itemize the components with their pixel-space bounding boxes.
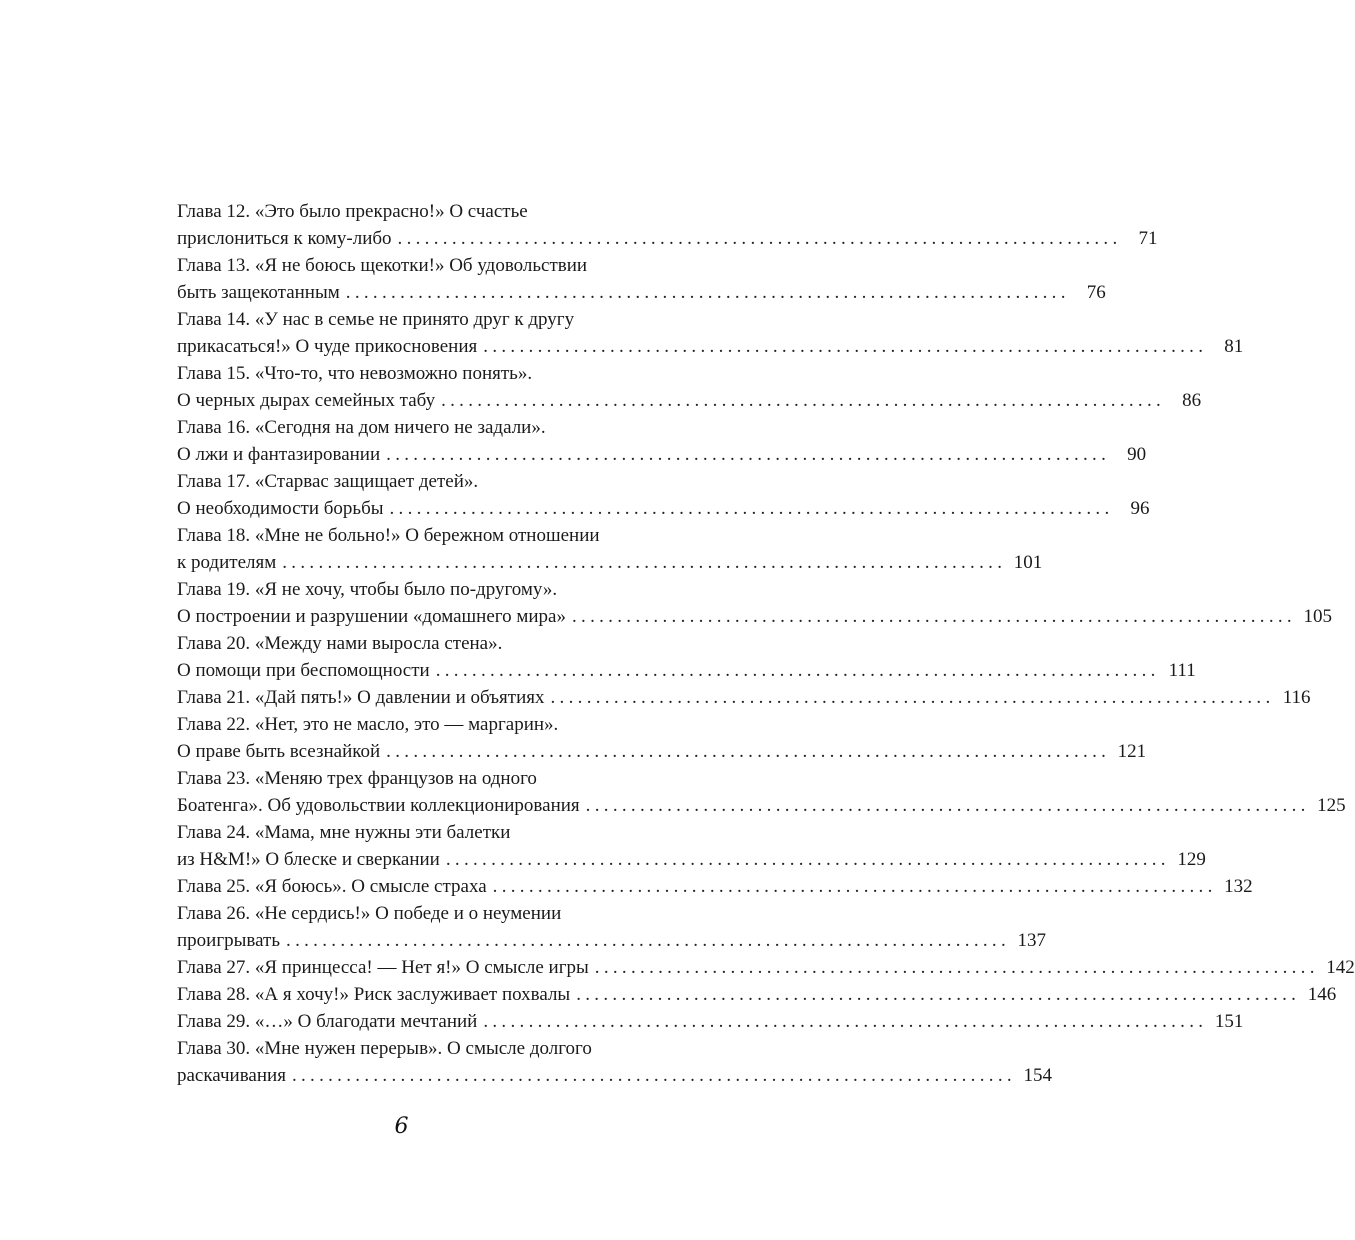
toc-entry[interactable] [177, 684, 1311, 711]
dot-leader: ................................................................................ [386, 444, 1111, 465]
toc-entry[interactable] [177, 981, 1337, 1008]
toc-page-number: 125 [1317, 795, 1346, 816]
toc-entry-last-line [177, 603, 1332, 630]
dot-leader: ................................................................................ [441, 390, 1166, 411]
toc-page-number: 142 [1326, 957, 1355, 978]
toc-entry[interactable] [177, 765, 1346, 819]
toc-entry-title-line: Глава 28. «А я хочу!» Риск заслуживает похвалы [177, 984, 571, 1005]
toc-entry[interactable] [177, 873, 1253, 900]
toc-page-number: 129 [1177, 849, 1206, 870]
toc-entry[interactable] [177, 306, 1244, 360]
toc-page-number: 132 [1224, 876, 1253, 897]
toc-entry-title-line: Глава 18. «Мне не больно!» О бережном отношении [177, 525, 600, 546]
toc-entry-title-line: О лжи и фантазировании [177, 444, 381, 465]
dot-leader: ................................................................................ [286, 930, 1011, 951]
toc-entry-last-line [177, 441, 1147, 468]
toc-entry-title-line: Глава 26. «Не сердись!» О победе и о неумении [177, 903, 562, 924]
toc-entry[interactable] [177, 954, 1355, 981]
toc-entry-title-line: Боатенга». Об удовольствии коллекционирования [177, 795, 580, 816]
toc-entry-title-line: Глава 27. «Я принцесса! — Нет я!» О смысле игры [177, 957, 589, 978]
dot-leader: ................................................................................ [435, 660, 1160, 681]
dot-leader: ................................................................................ [386, 741, 1111, 762]
toc-page-number: 137 [1017, 930, 1047, 951]
toc-entry-last-line [177, 549, 1043, 576]
toc-entry-title-line: Глава 14. «У нас в семье не принято друг к другу [177, 309, 575, 330]
dot-leader: ................................................................................ [397, 228, 1122, 249]
toc-entry-title-line: Глава 16. «Сегодня на дом ничего не задали». [177, 417, 546, 438]
toc-page-number: 81 [1224, 336, 1244, 357]
toc-entry[interactable] [177, 522, 1043, 576]
toc-entry-last-line [177, 657, 1196, 684]
toc-entry-last-line [177, 846, 1206, 873]
toc-entry-last-line [177, 225, 1158, 252]
dot-leader: ................................................................................ [291, 1065, 1016, 1086]
toc-entry[interactable] [177, 252, 1106, 306]
toc-entry-title-line: О построении и разрушении «домашнего мира» [177, 606, 566, 627]
toc-page-number: 101 [1013, 552, 1043, 573]
toc-page-number: 146 [1307, 984, 1337, 1005]
dot-leader: ................................................................................ [585, 795, 1310, 816]
toc-entry-last-line [177, 1062, 1052, 1089]
toc-entry-last-line [177, 792, 1346, 819]
toc-entry-title-line: О черных дырах семейных табу [177, 390, 436, 411]
toc-entry[interactable] [177, 360, 1202, 414]
toc-entry-last-line [177, 981, 1337, 1008]
toc-entry[interactable] [177, 576, 1332, 630]
toc-entry-title-line: О помощи при беспомощности [177, 660, 430, 681]
toc-entry[interactable] [177, 900, 1047, 954]
toc-entry-title-line: О праве быть всезнайкой [177, 741, 381, 762]
dot-leader: ................................................................................ [282, 552, 1007, 573]
toc-page-number: 86 [1182, 390, 1202, 411]
toc-entry-title-line: О необходимости борьбы [177, 498, 384, 519]
toc-entry[interactable] [177, 468, 1150, 522]
toc-entry-title-line: Глава 12. «Это было прекрасно!» О счастье [177, 201, 528, 222]
toc-entry[interactable] [177, 414, 1147, 468]
toc-entry-title-line: к родителям [177, 552, 277, 573]
toc-entry-title-line: проигрывать [177, 930, 281, 951]
toc-entry-title-line: Глава 15. «Что-то, что невозможно понять». [177, 363, 533, 384]
toc-entry-title-line: Глава 29. «…» О благодати мечтаний [177, 1011, 478, 1032]
dot-leader: ................................................................................ [492, 876, 1217, 897]
table-of-contents [177, 198, 1355, 1089]
toc-entry-last-line [177, 1008, 1244, 1035]
toc-entry-last-line [177, 927, 1047, 954]
toc-entry-title-line: Глава 17. «Старвас защищает детей». [177, 471, 479, 492]
dot-leader: ................................................................................ [483, 1011, 1208, 1032]
toc-page-number: 71 [1138, 228, 1158, 249]
toc-entry-title-line: прислониться к кому-либо [177, 228, 392, 249]
toc-entry[interactable] [177, 819, 1206, 873]
toc-entry[interactable] [177, 1035, 1052, 1089]
toc-entry-last-line [177, 954, 1355, 981]
toc-entry-title-line: Глава 30. «Мне нужен перерыв». О смысле долгого [177, 1038, 592, 1059]
dot-leader: ................................................................................ [594, 957, 1319, 978]
toc-entry-last-line [177, 738, 1147, 765]
toc-entry-title-line: Глава 23. «Меняю трех французов на одного [177, 768, 537, 789]
toc-page-number: 121 [1117, 741, 1147, 762]
dot-leader: ................................................................................ [345, 282, 1070, 303]
toc-page-number: 96 [1130, 498, 1150, 519]
toc-entry-title-line: Глава 21. «Дай пять!» О давлении и объятиях [177, 687, 545, 708]
dot-leader: ................................................................................ [571, 606, 1296, 627]
toc-entry-title-line: Глава 22. «Нет, это не масло, это — маргарин». [177, 714, 559, 735]
toc-entry-last-line [177, 684, 1311, 711]
toc-entry-title-line: Глава 13. «Я не боюсь щекотки!» Об удовольствии [177, 255, 588, 276]
toc-entry-last-line [177, 495, 1150, 522]
dot-leader: ................................................................................ [389, 498, 1114, 519]
toc-entry-title-line: прикасаться!» О чуде прикосновения [177, 336, 478, 357]
toc-page-number: 116 [1282, 687, 1311, 708]
toc-page-number: 105 [1303, 606, 1332, 627]
toc-entry-title-line: Глава 24. «Мама, мне нужны эти балетки [177, 822, 511, 843]
toc-page-number: 76 [1086, 282, 1106, 303]
toc-page-number: 111 [1168, 660, 1196, 681]
toc-entry-last-line [177, 387, 1202, 414]
toc-entry-title-line: Глава 20. «Между нами выросла стена». [177, 633, 503, 654]
toc-entry-title-line: Глава 19. «Я не хочу, чтобы было по-другому». [177, 579, 558, 600]
dot-leader: ................................................................................ [483, 336, 1208, 357]
toc-entry-last-line [177, 873, 1253, 900]
toc-entry-last-line [177, 333, 1244, 360]
toc-page-number: 151 [1214, 1011, 1244, 1032]
dot-leader: ................................................................................ [550, 687, 1275, 708]
toc-entry-title-line: из H&M!» О блеске и сверкании [177, 849, 440, 870]
toc-entry-title-line: быть защекотанным [177, 282, 340, 303]
toc-page-number: 90 [1127, 444, 1147, 465]
toc-entry[interactable] [177, 711, 1147, 765]
toc-entry-title-line: раскачивания [177, 1065, 286, 1086]
toc-page-number: 154 [1023, 1065, 1052, 1086]
toc-entry-last-line [177, 279, 1106, 306]
toc-entry[interactable] [177, 198, 1158, 252]
toc-entry-title-line: Глава 25. «Я боюсь». О смысле страха [177, 876, 487, 897]
page-number: 6 [394, 1114, 409, 1139]
toc-entry[interactable] [177, 630, 1196, 684]
dot-leader: ................................................................................ [576, 984, 1301, 1005]
dot-leader: ................................................................................ [445, 849, 1170, 870]
toc-entry[interactable] [177, 1008, 1244, 1035]
